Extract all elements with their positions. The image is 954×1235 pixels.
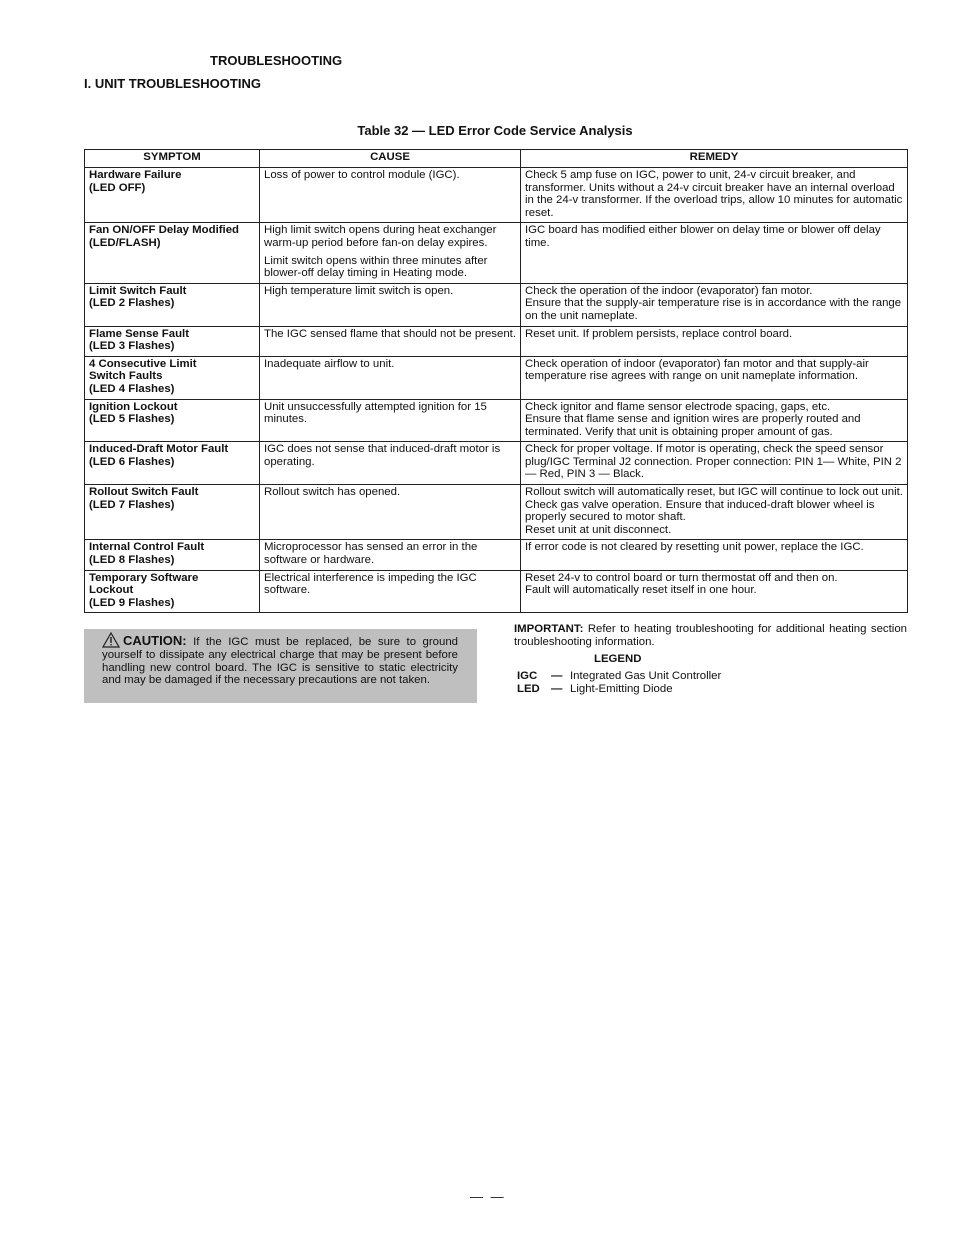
subsection-title: I. UNIT TROUBLESHOOTING	[84, 76, 261, 91]
remedy-cell-text: Ensure that flame sense and ignition wires are properly routed and terminated. Verify that unit is obtaining proper amount of gas.	[525, 413, 861, 438]
cause-cell-text: IGC does not sense that induced-draft motor is operating.	[264, 443, 501, 468]
symptom-cell-text: (LED 6 Flashes)	[89, 455, 175, 468]
symptom-cell-text: Limit Switch Fault	[89, 284, 187, 297]
remedy-cell-text: IGC board has modified either blower on delay time or blower off delay time.	[525, 224, 881, 249]
symptom-cell-text: (LED 5 Flashes)	[89, 413, 175, 426]
important-label: IMPORTANT:	[514, 623, 584, 635]
table-row	[85, 326, 908, 356]
symptom-cell-text: Rollout Switch Fault	[89, 486, 199, 499]
legend-dash: —	[551, 683, 563, 695]
cause-cell	[260, 326, 521, 356]
column-header-remedy: REMEDY	[521, 150, 908, 168]
legend-title: LEGEND	[594, 653, 642, 665]
cause-cell-text: Inadequate airflow to unit.	[264, 357, 395, 370]
warning-triangle-icon	[102, 632, 120, 648]
remedy-cell-text: Check 5 amp fuse on IGC, power to unit, 24-v circuit breaker, and transformer. Units without a 24-v circuit breaker have an internal overload in the 24-v transformer. If the overload trips, allow 10 minutes for automatic reset.	[525, 169, 903, 219]
symptom-cell	[85, 485, 260, 540]
symptom-cell-text: (LED/FLASH)	[89, 236, 161, 249]
cause-cell-text: Microprocessor has sensed an error in the software or hardware.	[264, 541, 478, 567]
remedy-cell-text: Fault will automatically reset itself in one hour.	[525, 584, 757, 597]
symptom-cell-text: (LED 9 Flashes)	[89, 596, 175, 609]
cause-cell-text: Rollout switch has opened.	[264, 486, 401, 499]
symptom-cell-text: Induced-Draft Motor Fault	[89, 443, 229, 456]
cause-cell-text: Loss of power to control module (IGC).	[264, 169, 460, 181]
symptom-cell-text: Internal Control Fault	[89, 541, 205, 554]
cause-cell	[260, 570, 521, 613]
remedy-cell	[521, 223, 908, 283]
table-row	[85, 223, 908, 283]
symptom-cell-text: Switch Faults	[89, 370, 163, 383]
remedy-cell-text: Reset unit. If problem persists, replace control board.	[525, 327, 793, 340]
page-number: — —	[470, 1189, 506, 1204]
table-row	[85, 540, 908, 570]
important-note	[514, 623, 907, 649]
symptom-cell	[85, 326, 260, 356]
caution-box	[84, 629, 477, 703]
cause-cell-text: The IGC sensed flame that should not be present.	[264, 327, 517, 340]
symptom-cell-text: (LED 3 Flashes)	[89, 340, 175, 353]
remedy-cell	[521, 485, 908, 540]
remedy-cell-text: Ensure that the supply-air temperature rise is in accordance with the range on the unit nameplate.	[525, 297, 902, 322]
table-row	[85, 168, 908, 223]
symptom-cell-text: (LED 8 Flashes)	[89, 554, 175, 567]
remedy-cell-text: Reset 24-v to control board or turn thermostat off and then on.	[525, 571, 838, 584]
remedy-cell	[521, 283, 908, 326]
table-body	[85, 168, 908, 613]
cause-cell	[260, 356, 521, 399]
legend-meaning: Integrated Gas Unit Controller	[570, 670, 722, 682]
remedy-cell-text: Check operation of indoor (evaporator) fan motor and that supply-air temperature rise agrees with range on unit nameplate information.	[525, 357, 869, 383]
legend-list	[517, 670, 721, 696]
symptom-cell-text: 4 Consecutive Limit	[89, 357, 197, 370]
cause-cell-text: High temperature limit switch is open.	[264, 284, 454, 297]
symptom-cell	[85, 442, 260, 485]
remedy-cell	[521, 356, 908, 399]
symptom-cell-text: Lockout	[89, 584, 134, 597]
cause-cell-text: High limit switch opens during heat exchanger warm-up period before fan-on delay expires.	[264, 224, 497, 249]
symptom-cell-text: Temporary Software	[89, 571, 199, 584]
caution-text: If the IGC must be replaced, be sure to ground yourself to dissipate any electrical charge that may be present before handling new control board. The IGC is sensitive to static electricity and may be damaged if the necessary precautions are not taken.	[102, 636, 459, 687]
symptom-cell-text: Ignition Lockout	[89, 400, 178, 413]
table-row	[85, 356, 908, 399]
remedy-cell-text: Reset unit at unit disconnect.	[525, 523, 672, 536]
column-header-symptom: SYMPTOM	[85, 150, 260, 168]
symptom-cell-text: (LED 7 Flashes)	[89, 498, 175, 511]
cause-cell	[260, 223, 521, 283]
section-title: TROUBLESHOOTING	[210, 53, 343, 68]
symptom-cell	[85, 283, 260, 326]
remedy-cell	[521, 442, 908, 485]
legend-item	[517, 670, 721, 683]
table-row	[85, 283, 908, 326]
remedy-cell	[521, 326, 908, 356]
remedy-cell-text: Check for proper voltage. If motor is operating, check the speed sensor plug/IGC Terminal J2 connection. Proper connection: PIN 1— White, PIN 2 — Red, PIN 3 — Black.	[525, 443, 902, 481]
symptom-cell	[85, 540, 260, 570]
table-title: Table 32 — LED Error Code Service Analysis	[357, 123, 633, 138]
symptom-cell-text: Fan ON/OFF Delay Modified	[89, 224, 239, 237]
remedy-cell	[521, 399, 908, 442]
column-header-cause: CAUSE	[260, 150, 521, 168]
symptom-cell-text: Flame Sense Fault	[89, 327, 190, 340]
cause-cell	[260, 168, 521, 223]
remedy-cell-text: If error code is not cleared by resetting unit power, replace the IGC.	[525, 541, 864, 554]
cause-cell	[260, 283, 521, 326]
symptom-cell	[85, 356, 260, 399]
legend-meaning: Light-Emitting Diode	[570, 683, 673, 695]
symptom-cell	[85, 223, 260, 283]
legend-abbreviation: LED	[517, 683, 540, 695]
symptom-cell-text: (LED 4 Flashes)	[89, 382, 175, 395]
symptom-cell	[85, 399, 260, 442]
table-row	[85, 442, 908, 485]
table-row	[85, 485, 908, 540]
symptom-cell	[85, 570, 260, 613]
remedy-cell	[521, 540, 908, 570]
symptom-cell-text: (LED 2 Flashes)	[89, 297, 175, 310]
remedy-cell-text: Check the operation of the indoor (evaporator) fan motor.	[525, 284, 813, 297]
cause-cell-text: Unit unsuccessfully attempted ignition for 15 minutes.	[264, 400, 487, 426]
legend-dash: —	[551, 670, 563, 682]
cause-cell	[260, 540, 521, 570]
cause-cell	[260, 442, 521, 485]
symptom-cell-text: Hardware Failure	[89, 169, 182, 181]
symptom-cell	[85, 168, 260, 223]
cause-cell	[260, 399, 521, 442]
important-text: Refer to heating troubleshooting for additional heating section troubleshooting information.	[514, 623, 907, 648]
legend-abbreviation: IGC	[517, 670, 538, 682]
remedy-cell	[521, 570, 908, 613]
remedy-cell	[521, 168, 908, 223]
legend-item	[517, 683, 721, 696]
table-row	[85, 399, 908, 442]
symptom-cell-text: (LED OFF)	[89, 181, 146, 194]
cause-cell-text: Limit switch opens within three minutes after blower-off delay timing in Heating mode.	[264, 254, 488, 280]
table-header-row	[85, 150, 908, 168]
remedy-cell-text: Rollout switch will automatically reset, but IGC will continue to lock out unit. Check gas valve operation. Ensure that induced-draft blower wheel is properly secured to motor shaft.	[525, 486, 903, 524]
table-row	[85, 570, 908, 613]
cause-cell-text: Electrical interference is impeding the IGC software.	[264, 571, 477, 597]
remedy-cell-text: Check ignitor and flame sensor electrode spacing, gaps, etc.	[525, 400, 831, 413]
led-error-code-table	[84, 149, 908, 613]
caution-label: CAUTION:	[123, 633, 187, 648]
cause-cell	[260, 485, 521, 540]
